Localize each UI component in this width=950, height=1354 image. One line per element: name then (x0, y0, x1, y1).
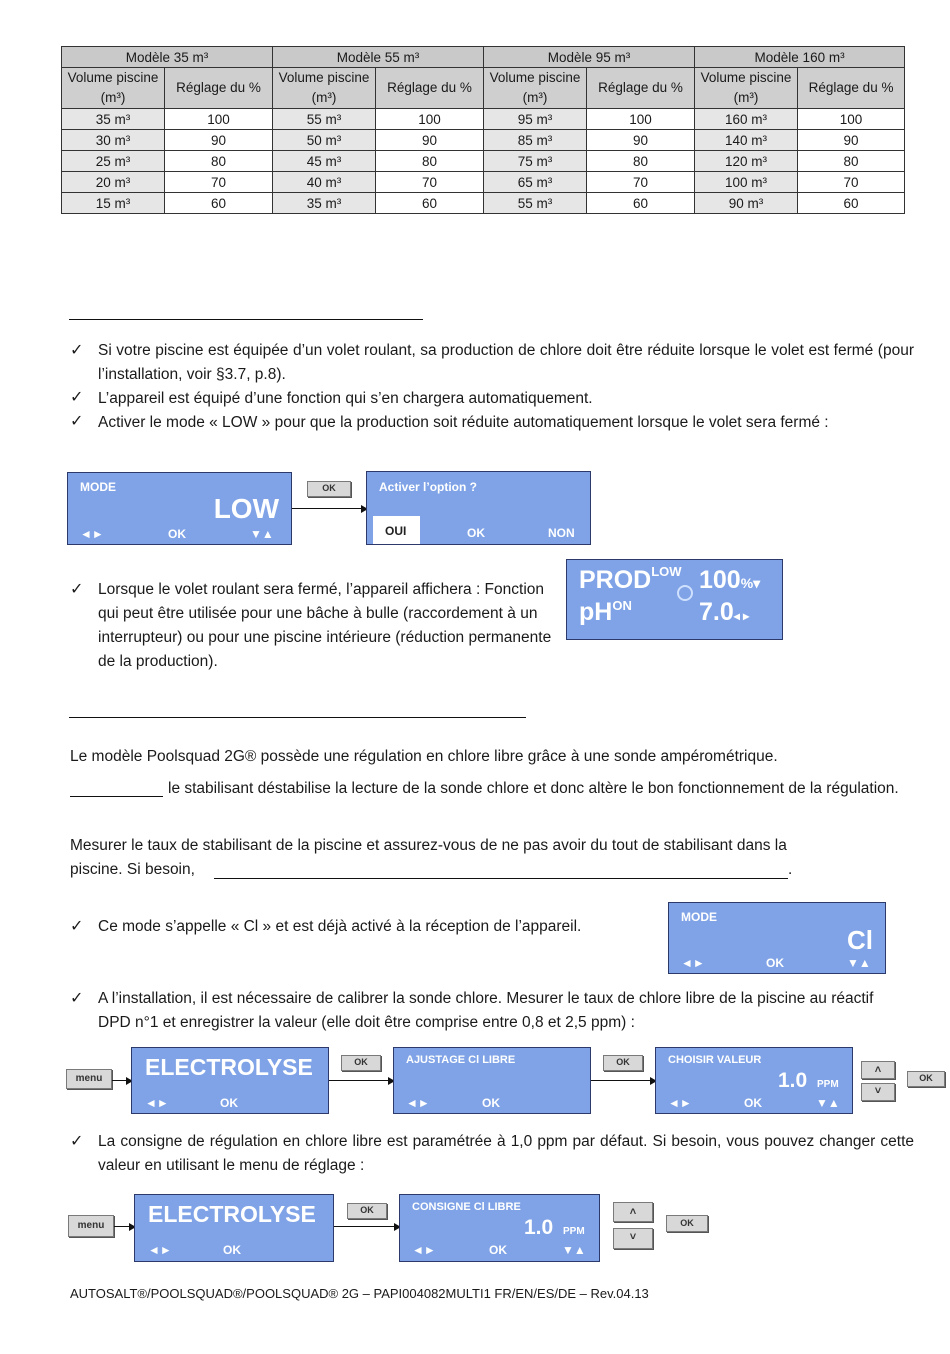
col-header-volume: Volume piscine (m³) (273, 68, 376, 109)
table-cell: 35 m³ (273, 193, 376, 214)
col-header-reglage: Réglage du % (587, 68, 695, 109)
checkmark-icon: ✓ (70, 581, 84, 598)
menu-button[interactable]: menu (66, 1069, 112, 1089)
down-button[interactable]: ˅ (613, 1228, 653, 1249)
bullet-text: A l’installation, il est nécessaire de calibrer la sonde chlore. Mesurer le taux de chlore libre de la piscine au réactif DPD n°1 et enregistrer la valeur (elle doit être comprise entre 0,8 et 2,5 ppm) : (98, 990, 874, 1031)
blank-heading-line (69, 717, 526, 718)
checkmark-icon: ✓ (70, 918, 84, 935)
col-header-reglage: Réglage du % (165, 68, 273, 109)
table-row (62, 151, 905, 172)
table-row (62, 130, 905, 151)
screen-ok: OK (467, 526, 485, 540)
menu-button[interactable]: menu (68, 1215, 114, 1237)
screen-title: Activer l’option ? (379, 480, 478, 494)
table-cell: 120 m³ (695, 151, 798, 172)
table-cell: 55 m³ (484, 193, 587, 214)
table-cell: 70 (587, 172, 695, 193)
table-cell: 40 m³ (273, 172, 376, 193)
prod-sup: LOW (651, 564, 682, 579)
oui-label: OUI (385, 524, 407, 538)
table-row (62, 172, 905, 193)
table-cell: 20 m³ (62, 172, 165, 193)
screen-value: ELECTROLYSE (148, 1201, 316, 1227)
volume-table (61, 46, 905, 214)
nav-arrows: ◄► (681, 956, 705, 970)
table-cell: 100 (587, 109, 695, 130)
flow-arrow (334, 1226, 399, 1227)
checkmark-icon: ✓ (70, 1133, 84, 1150)
bullet-text: L’appareil est équipé d’une fonction qui s’en chargera automatiquement. (98, 390, 593, 407)
screen-value: 1.0 (524, 1216, 554, 1239)
screen-ok: OK (482, 1096, 500, 1110)
table-cell: 60 (165, 193, 273, 214)
page-footer: AUTOSALT®/POOLSQUAD®/POOLSQUAD® 2G – PAPI004082MULTI1 FR/EN/ES/DE – Rev.04.13 (70, 1286, 649, 1301)
table-cell: 75 m³ (484, 151, 587, 172)
flow-arrow (292, 508, 366, 509)
table-cell: 80 (587, 151, 695, 172)
flow-arrow (329, 1080, 393, 1081)
screen-title: AJUSTAGE Cl LIBRE (406, 1054, 516, 1066)
unit: PPM (563, 1226, 585, 1237)
screen-ok: OK (223, 1243, 241, 1257)
flow-arrow (112, 1080, 131, 1081)
lcd-electrolyse (134, 1194, 334, 1262)
screen-value: 1.0 (778, 1069, 808, 1092)
paragraph: piscine. Si besoin, (70, 861, 195, 878)
screen-ok: OK (489, 1243, 507, 1257)
table-cell: 35 m³ (62, 109, 165, 130)
flow-arrow (114, 1226, 134, 1227)
nav-arrows: ◄► (145, 1096, 169, 1110)
screen-title: CONSIGNE Cl LIBRE (412, 1201, 521, 1213)
prod-value: 100%▾ (699, 566, 761, 594)
table-cell: 100 (798, 109, 905, 130)
updown-arrows: ▼▲ (816, 1096, 840, 1110)
unit: PPM (817, 1079, 839, 1090)
checkmark-icon: ✓ (70, 990, 84, 1007)
non-option[interactable]: NON (548, 526, 575, 540)
lcd-consigne (399, 1194, 600, 1262)
table-cell: 80 (798, 151, 905, 172)
clock-icon (677, 585, 693, 601)
col-header-volume: Volume piscine (m³) (695, 68, 798, 109)
table-cell: 80 (165, 151, 273, 172)
table-cell: 100 (165, 109, 273, 130)
screen-title: MODE (80, 480, 116, 494)
ph-label: $pH^{ON}$ (579, 598, 632, 626)
col-header-reglage: Réglage du % (798, 68, 905, 109)
checkmark-icon: ✓ (70, 413, 84, 430)
table-cell: 45 m³ (273, 151, 376, 172)
table-row (62, 193, 905, 214)
table-cell: 70 (165, 172, 273, 193)
bullet-text: Activer le mode « LOW » pour que la production soit réduite automatiquement lorsque le volet sera fermé : (98, 414, 829, 431)
lcd-activer-option (366, 471, 591, 545)
table-cell: 60 (798, 193, 905, 214)
updown-arrows: ▼▲ (250, 527, 274, 541)
screen-ok: OK (766, 956, 784, 970)
table-cell: 60 (587, 193, 695, 214)
prod-label: $PROD^{LOW}$ (579, 564, 682, 594)
screen-value: ELECTROLYSE (145, 1054, 313, 1080)
up-button[interactable]: ˄ (861, 1061, 895, 1079)
period: . (788, 861, 793, 878)
nav-arrows: ◄► (406, 1096, 430, 1110)
table-cell: 55 m³ (273, 109, 376, 130)
screen-ok: OK (168, 527, 186, 541)
ok-button[interactable]: OK (307, 481, 351, 497)
table-cell: 100 (376, 109, 484, 130)
column-header-row (62, 68, 905, 109)
paragraph: le stabilisant déstabilise la lecture de la sonde chlore et donc altère le bon fonctionnement de la régulation. (168, 780, 899, 797)
col-header-volume: Volume piscine (m³) (484, 68, 587, 109)
screen-value: LOW (213, 493, 279, 524)
lcd-mode-low (67, 472, 292, 545)
updown-arrows: ▼▲ (847, 956, 871, 970)
screen-title: CHOISIR VALEUR (668, 1054, 762, 1066)
nav-arrows: ◄► (412, 1243, 436, 1257)
table-cell: 95 m³ (484, 109, 587, 130)
table-cell: 70 (376, 172, 484, 193)
ph-value: 7.0◂ ▸ (699, 598, 750, 626)
nav-arrows: ◄► (668, 1096, 692, 1110)
table-cell: 90 (376, 130, 484, 151)
bullet-text: Lorsque le volet roulant sera fermé, l’appareil affichera : Fonction qui peut être utilisée pour une bâche à bulle (raccordement à un interrupteur) ou pour une piscine intérieure (réduction permanente de la production). (98, 581, 552, 670)
table-cell: 100 m³ (695, 172, 798, 193)
table-cell: 25 m³ (62, 151, 165, 172)
updown-arrows: ▼▲ (562, 1243, 586, 1257)
ph-sup: ON (612, 598, 632, 613)
table-cell: 90 (798, 130, 905, 151)
nav-arrows: ◄► (80, 527, 104, 541)
table-cell: 15 m³ (62, 193, 165, 214)
table-cell: 30 m³ (62, 130, 165, 151)
screen-title: MODE (681, 910, 717, 924)
down-button[interactable]: ˅ (861, 1083, 895, 1101)
ok-button[interactable]: OK (907, 1071, 945, 1087)
lcd-ajustage (393, 1047, 591, 1114)
col-header-volume: Volume piscine (m³) (62, 68, 165, 109)
table-cell: 60 (376, 193, 484, 214)
ok-button[interactable]: OK (666, 1215, 708, 1232)
screen-value: Cl (847, 925, 873, 955)
model-header-row (62, 47, 905, 68)
paragraph: Mesurer le taux de stabilisant de la piscine et assurez-vous de ne pas avoir du tout de stabilisant dans la (70, 837, 787, 854)
model-header: Modèle 160 m³ (695, 47, 905, 68)
flow-arrow (591, 1080, 655, 1081)
model-header: Modèle 35 m³ (62, 47, 273, 68)
table-cell: 50 m³ (273, 130, 376, 151)
up-button[interactable]: ˄ (613, 1202, 653, 1222)
lcd-mode-cl (668, 902, 886, 974)
nav-arrows: ◄► (148, 1243, 172, 1257)
table-cell: 160 m³ (695, 109, 798, 130)
model-header: Modèle 55 m³ (273, 47, 484, 68)
table-cell: 65 m³ (484, 172, 587, 193)
lcd-choisir-valeur (655, 1047, 853, 1114)
table-cell: 70 (798, 172, 905, 193)
bullet-text: La consigne de régulation en chlore libre est paramétrée à 1,0 ppm par défaut. Si besoin, vous pouvez changer cette valeur en utilisant le menu de réglage : (98, 1133, 914, 1174)
table-cell: 140 m³ (695, 130, 798, 151)
table-cell: 90 (165, 130, 273, 151)
ok-button[interactable]: OK (347, 1203, 387, 1219)
lcd-prod-low (566, 559, 783, 640)
blank-heading-line (69, 319, 423, 320)
blank-fill-line (214, 878, 788, 879)
paragraph: Le modèle Poolsquad 2G® possède une régulation en chlore libre grâce à une sonde ampérométrique. (70, 748, 778, 765)
model-header: Modèle 95 m³ (484, 47, 695, 68)
ok-button[interactable]: OK (603, 1055, 643, 1071)
table-row (62, 109, 905, 130)
table-cell: 85 m³ (484, 130, 587, 151)
table-cell: 90 m³ (695, 193, 798, 214)
bullet-text: Si votre piscine est équipée d’un volet roulant, sa production de chlore doit être réduite lorsque le volet est fermé (pour l’installation, voir §3.7, p.8). (98, 342, 914, 383)
screen-ok: OK (744, 1096, 762, 1110)
screen-ok: OK (220, 1096, 238, 1110)
lcd-electrolyse (131, 1047, 329, 1114)
ok-button[interactable]: OK (341, 1055, 381, 1071)
col-header-reglage: Réglage du % (376, 68, 484, 109)
bullet-text: Ce mode s’appelle « Cl » et est déjà activé à la réception de l’appareil. (98, 918, 582, 935)
table-cell: 80 (376, 151, 484, 172)
checkmark-icon: ✓ (70, 342, 84, 359)
checkmark-icon: ✓ (70, 389, 84, 406)
table-cell: 90 (587, 130, 695, 151)
